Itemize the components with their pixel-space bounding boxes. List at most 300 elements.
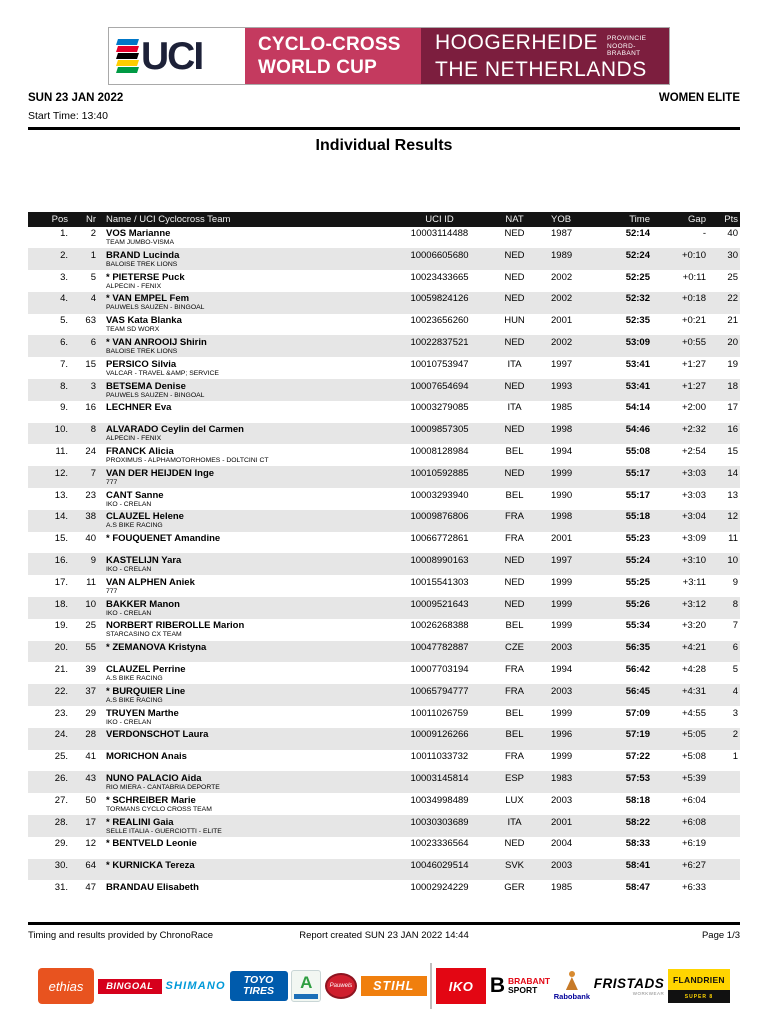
uci-id-cell: 10008128984 — [410, 445, 469, 457]
time-cell: 58:22 — [625, 816, 650, 828]
table-row — [28, 357, 740, 379]
gap-cell: +0:10 — [681, 249, 706, 261]
uci-logo — [109, 28, 245, 84]
bib-number-cell: 41 — [85, 751, 96, 763]
yob-cell: 1993 — [551, 380, 573, 392]
rider-cell — [96, 795, 392, 814]
gap-cell: +1:27 — [681, 380, 706, 392]
gap-cell: +2:00 — [681, 402, 706, 414]
position-cell: 5. — [60, 315, 68, 327]
yob-cell: 2003 — [551, 860, 573, 872]
team-name: ALPECIN - FENIX — [106, 435, 162, 443]
rider-cell — [96, 773, 392, 792]
team-name: IKO - CRELAN — [106, 500, 152, 508]
yob-cell: 1994 — [551, 663, 573, 675]
gap-cell: +6:27 — [681, 860, 706, 872]
uci-id-cell: 10009876806 — [410, 511, 469, 523]
rider-cell — [96, 686, 392, 705]
time-cell: 55:25 — [625, 576, 650, 588]
bingoal-logo: BINGOAL — [98, 979, 162, 994]
rider-cell — [96, 838, 392, 849]
points-cell: 1 — [732, 751, 738, 763]
rider-cell — [96, 620, 392, 639]
position-cell: 30. — [54, 860, 68, 872]
rider-name: NORBERT RIBEROLLE Marion — [106, 620, 245, 632]
yob-cell: 2003 — [551, 794, 573, 806]
bib-number-cell: 5 — [90, 271, 96, 283]
rider-cell — [96, 272, 392, 291]
rider-name: * VAN ANROOIJ Shirin — [106, 336, 207, 348]
uci-id-cell: 10003293940 — [410, 489, 469, 501]
points-cell: 7 — [732, 620, 738, 632]
event-banner — [108, 27, 670, 85]
yob-cell: 1999 — [551, 751, 573, 763]
yob-cell: 2003 — [551, 642, 573, 654]
nationality-cell: NED — [504, 598, 525, 610]
series-line1: CYCLO-CROSS — [258, 34, 401, 55]
position-cell: 21. — [54, 663, 68, 675]
stripe-yellow — [116, 60, 139, 66]
position-cell: 3. — [60, 271, 68, 283]
table-row — [28, 575, 740, 597]
uci-id-cell: 10046029514 — [410, 860, 469, 872]
table-row — [28, 771, 740, 793]
position-cell: 4. — [60, 293, 68, 305]
gap-cell: +0:21 — [681, 315, 706, 327]
results-rows — [28, 227, 740, 903]
gap-cell: +3:04 — [681, 511, 706, 523]
team-name: ALPECIN - FENIX — [106, 282, 162, 290]
points-cell: 5 — [732, 663, 738, 675]
time-cell: 55:17 — [625, 489, 650, 501]
timing-credit: Timing and results provided by ChronoRace — [28, 930, 213, 941]
time-cell: 55:18 — [625, 511, 650, 523]
yob-cell: 1999 — [551, 707, 573, 719]
points-cell: 16 — [727, 424, 738, 436]
table-row — [28, 837, 740, 859]
position-cell: 29. — [54, 838, 68, 850]
table-row — [28, 859, 740, 881]
rider-name: * BENTVELD Leonie — [106, 838, 197, 850]
table-row — [28, 227, 740, 249]
position-cell: 8. — [60, 380, 68, 392]
iko-logo: IKO — [436, 968, 486, 1004]
rider-cell — [96, 577, 392, 596]
table-row — [28, 466, 740, 488]
nationality-cell: FRA — [505, 751, 524, 763]
team-name: TEAM SD WORX — [106, 326, 160, 334]
nationality-cell: BEL — [505, 620, 524, 632]
gap-cell: +3:20 — [681, 620, 706, 632]
position-cell: 1. — [60, 228, 68, 239]
table-row — [28, 728, 740, 750]
points-cell: 15 — [727, 445, 738, 457]
uci-id-cell: 10023656260 — [410, 315, 469, 327]
bib-number-cell: 1 — [90, 249, 96, 261]
bib-number-cell: 6 — [90, 336, 96, 348]
bib-number-cell: 47 — [85, 881, 96, 893]
table-row — [28, 248, 740, 270]
table-row — [28, 423, 740, 445]
team-name: A.S BIKE RACING — [106, 696, 163, 704]
rider-cell — [96, 860, 392, 871]
yob-cell: 1999 — [551, 576, 573, 588]
rider-name: BRAND Lucinda — [106, 249, 180, 261]
team-name: A.S BIKE RACING — [106, 674, 163, 682]
report-created: Report created SUN 23 JAN 2022 14:44 — [299, 930, 469, 941]
table-row — [28, 292, 740, 314]
bib-number-cell: 15 — [85, 358, 96, 370]
rider-cell — [96, 555, 392, 574]
header-pts: Pts — [724, 213, 738, 225]
bib-number-cell: 37 — [85, 685, 96, 697]
uci-id-cell: 10011026759 — [410, 707, 469, 719]
team-name: IKO - CRELAN — [106, 609, 152, 617]
rider-name: BRANDAU Elisabeth — [106, 881, 199, 893]
gap-cell: +3:12 — [681, 598, 706, 610]
uci-id-cell: 10023433665 — [410, 271, 469, 283]
event-location — [421, 28, 669, 84]
time-cell: 52:25 — [625, 271, 650, 283]
nationality-cell: NED — [504, 336, 525, 348]
fristads-logo: FRISTADS WORKWEAR — [593, 976, 665, 996]
table-row — [28, 314, 740, 336]
rider-cell — [96, 250, 392, 269]
rabobank-logo: Rabobank — [554, 971, 590, 1001]
stripe-red — [116, 46, 139, 52]
points-cell: 17 — [727, 402, 738, 414]
bib-number-cell: 10 — [85, 598, 96, 610]
rider-name: BAKKER Manon — [106, 598, 180, 610]
time-cell: 54:14 — [625, 402, 650, 414]
uci-id-cell: 10047782887 — [410, 642, 469, 654]
table-row — [28, 750, 740, 772]
uci-id-cell: 10008990163 — [410, 554, 469, 566]
time-cell: 53:41 — [625, 358, 650, 370]
yob-cell: 2002 — [551, 336, 573, 348]
sponsor-strip — [38, 960, 730, 1012]
yob-cell: 1983 — [551, 772, 573, 784]
rider-name: * REALINI Gaia — [106, 816, 174, 828]
bib-number-cell: 16 — [85, 402, 96, 414]
yob-cell: 2003 — [551, 685, 573, 697]
time-cell: 55:23 — [625, 533, 650, 545]
team-name: TORMANS CYCLO CROSS TEAM — [106, 805, 212, 813]
rider-cell — [96, 882, 392, 893]
shimano-logo: SHIMANO — [165, 980, 226, 992]
rider-name: TRUYEN Marthe — [106, 707, 179, 719]
nationality-cell: NED — [504, 576, 525, 588]
rider-cell — [96, 533, 392, 544]
position-cell: 17. — [54, 576, 68, 588]
time-cell: 55:34 — [625, 620, 650, 632]
nationality-cell: ITA — [507, 358, 522, 370]
rider-name: * ZEMANOVA Kristyna — [106, 642, 207, 654]
nationality-cell: NED — [504, 293, 525, 305]
position-cell: 15. — [54, 533, 68, 545]
header-uci-id: UCI ID — [425, 213, 454, 225]
rider-cell — [96, 424, 392, 443]
gap-cell: +3:11 — [682, 576, 706, 588]
yob-cell: 1998 — [551, 511, 573, 523]
nationality-cell: ESP — [504, 772, 524, 784]
bib-number-cell: 11 — [86, 576, 96, 588]
rider-cell — [96, 642, 392, 653]
rider-name: NUNO PALACIO Aida — [106, 772, 202, 784]
bib-number-cell: 38 — [85, 511, 96, 523]
position-cell: 27. — [54, 794, 68, 806]
sponsor-separator — [430, 963, 432, 1009]
nationality-cell: NED — [504, 467, 525, 479]
points-cell: 6 — [732, 642, 738, 654]
stripe-blue — [116, 39, 139, 45]
position-cell: 22. — [54, 685, 68, 697]
time-cell: 52:35 — [625, 315, 650, 327]
table-row — [28, 641, 740, 663]
gap-cell: - — [702, 228, 706, 239]
stripe-green — [116, 67, 139, 73]
series-title — [245, 28, 421, 84]
nationality-cell: FRA — [505, 685, 524, 697]
team-name: STARCASINO CX TEAM — [106, 631, 182, 639]
nationality-cell: ITA — [507, 816, 522, 828]
nationality-cell: LUX — [505, 794, 524, 806]
rider-name: BETSEMA Denise — [106, 380, 186, 392]
rider-name: * SCHREIBER Marie — [106, 794, 196, 806]
rider-cell — [96, 708, 392, 727]
gap-cell: +3:03 — [681, 467, 706, 479]
points-cell: 22 — [727, 293, 738, 305]
table-row — [28, 880, 740, 902]
stripe-black — [116, 53, 139, 59]
time-cell: 52:24 — [625, 249, 650, 261]
points-cell: 18 — [727, 380, 738, 392]
rider-cell — [96, 402, 392, 413]
table-row — [28, 401, 740, 423]
table-header-row — [28, 212, 740, 227]
yob-cell: 2001 — [551, 315, 573, 327]
time-cell: 58:47 — [625, 881, 650, 893]
points-cell: 12 — [727, 511, 738, 523]
gap-cell: +4:31 — [681, 685, 706, 697]
nationality-cell: SVK — [504, 860, 524, 872]
team-name: IKO - CRELAN — [106, 565, 152, 573]
nationality-cell: BEL — [505, 729, 524, 741]
nationality-cell: BEL — [505, 489, 524, 501]
position-cell: 9. — [60, 402, 68, 414]
time-cell: 54:46 — [625, 424, 650, 436]
rider-cell — [96, 359, 392, 378]
uci-id-cell: 10022837521 — [410, 336, 469, 348]
table-row — [28, 684, 740, 706]
page-title: Individual Results — [315, 137, 453, 154]
uci-id-cell: 10034998489 — [410, 794, 469, 806]
nationality-cell: ITA — [507, 402, 522, 414]
time-cell: 53:09 — [625, 336, 650, 348]
time-cell: 56:45 — [625, 685, 650, 697]
yob-cell: 2001 — [551, 533, 573, 545]
team-name: SELLE ITALIA - GUERCIOTTI - ELITE — [106, 827, 222, 835]
points-cell: 3 — [732, 707, 738, 719]
table-row — [28, 510, 740, 532]
nationality-cell: FRA — [505, 533, 524, 545]
gap-cell: +6:08 — [681, 816, 706, 828]
table-row — [28, 706, 740, 728]
gap-cell: +0:11 — [682, 271, 706, 283]
time-cell: 53:41 — [625, 380, 650, 392]
rider-cell — [96, 599, 392, 618]
footer-divider — [28, 922, 740, 925]
nationality-cell: GER — [504, 881, 525, 893]
bib-number-cell: 9 — [90, 554, 96, 566]
rider-cell — [96, 337, 392, 356]
uci-id-cell: 10065794777 — [410, 685, 469, 697]
position-cell: 31. — [54, 881, 68, 893]
uci-id-cell: 10007654694 — [410, 380, 469, 392]
uci-id-cell: 10006605680 — [410, 249, 469, 261]
series-line2: WORLD CUP — [258, 57, 377, 78]
uci-id-cell: 10026268388 — [410, 620, 469, 632]
position-cell: 12. — [54, 467, 68, 479]
uci-id-cell: 10003279085 — [410, 402, 469, 414]
bib-number-cell: 55 — [85, 642, 96, 654]
gap-cell: +6:19 — [681, 838, 706, 850]
time-cell: 52:14 — [625, 228, 650, 239]
time-cell: 56:35 — [625, 642, 650, 654]
nationality-cell: NED — [504, 838, 525, 850]
nationality-cell: FRA — [505, 663, 524, 675]
table-row — [28, 532, 740, 554]
gap-cell: +6:04 — [681, 794, 706, 806]
rider-cell — [96, 315, 392, 334]
uci-id-cell: 10015541303 — [410, 576, 469, 588]
time-cell: 56:42 — [625, 663, 650, 675]
uci-id-cell: 10066772861 — [410, 533, 469, 545]
bib-number-cell: 29 — [85, 707, 96, 719]
team-name: 777 — [106, 478, 118, 486]
position-cell: 18. — [54, 598, 68, 610]
rider-cell — [96, 664, 392, 683]
pauwels-logo: Pauwels — [325, 973, 357, 999]
rider-name: LECHNER Eva — [106, 402, 172, 414]
header-yob: YOB — [551, 213, 572, 225]
rider-name: KASTELIJN Yara — [106, 554, 182, 566]
rider-cell — [96, 511, 392, 530]
yob-cell: 2002 — [551, 293, 573, 305]
location-country: THE NETHERLANDS — [435, 57, 647, 81]
rider-name: VAN DER HEIJDEN Inge — [106, 467, 215, 479]
gap-cell: +5:08 — [681, 751, 706, 763]
bib-number-cell: 8 — [90, 424, 96, 436]
points-cell: 14 — [727, 467, 738, 479]
team-name: BALOISE TREK LIONS — [106, 260, 178, 268]
points-cell: 8 — [732, 598, 738, 610]
uci-id-cell: 10003114488 — [410, 228, 469, 239]
stihl-logo: STIHL — [361, 976, 427, 996]
points-cell: 10 — [727, 554, 738, 566]
nationality-cell: BEL — [505, 707, 524, 719]
yob-cell: 1985 — [551, 402, 573, 414]
gap-cell: +5:39 — [681, 772, 706, 784]
time-cell: 55:26 — [625, 598, 650, 610]
position-cell: 10. — [54, 424, 68, 436]
bib-number-cell: 25 — [85, 620, 96, 632]
rider-cell — [96, 468, 392, 487]
points-cell: 20 — [727, 336, 738, 348]
rider-name: * PIETERSE Puck — [106, 271, 185, 283]
yob-cell: 2004 — [551, 838, 573, 850]
uci-id-cell: 10023336564 — [410, 838, 469, 850]
rider-cell — [96, 817, 392, 836]
table-row — [28, 444, 740, 466]
table-row — [28, 553, 740, 575]
position-cell: 26. — [54, 772, 68, 784]
yob-cell: 1997 — [551, 358, 573, 370]
table-row — [28, 379, 740, 401]
team-name: BALOISE TREK LIONS — [106, 347, 178, 355]
header-name: Name / UCI Cyclocross Team — [106, 213, 231, 225]
a-shield-logo: A — [291, 970, 321, 1002]
nationality-cell: FRA — [505, 511, 524, 523]
position-cell: 6. — [60, 336, 68, 348]
bib-number-cell: 4 — [90, 293, 96, 305]
nationality-cell: NED — [504, 424, 525, 436]
nationality-cell: HUN — [504, 315, 525, 327]
points-cell: 13 — [727, 489, 738, 501]
yob-cell: 1999 — [551, 598, 573, 610]
province-label: PROVINCIE NOORD-BRABANT — [607, 35, 647, 58]
bib-number-cell: 3 — [90, 380, 96, 392]
position-cell: 23. — [54, 707, 68, 719]
rider-name: VAS Kata Blanka — [106, 315, 182, 327]
gap-cell: +1:27 — [681, 358, 706, 370]
rider-name: CLAUZEL Helene — [106, 511, 184, 523]
gap-cell: +0:18 — [681, 293, 706, 305]
gap-cell: +4:28 — [681, 663, 706, 675]
position-cell: 24. — [54, 729, 68, 741]
team-name: TEAM JUMBO-VISMA — [106, 239, 174, 246]
yob-cell: 1999 — [551, 467, 573, 479]
uci-id-cell: 10002924229 — [410, 881, 469, 893]
team-name: 777 — [106, 587, 118, 595]
position-cell: 19. — [54, 620, 68, 632]
bib-number-cell: 43 — [85, 772, 96, 784]
table-row — [28, 270, 740, 292]
rider-name: MORICHON Anais — [106, 751, 187, 763]
time-cell: 55:17 — [625, 467, 650, 479]
time-cell: 57:53 — [625, 772, 650, 784]
rider-name: CANT Sanne — [106, 489, 164, 501]
position-cell: 28. — [54, 816, 68, 828]
rider-cell — [96, 228, 392, 247]
uci-id-cell: 10010592885 — [410, 467, 469, 479]
gap-cell: +3:10 — [681, 554, 706, 566]
team-name: A.S BIKE RACING — [106, 522, 163, 530]
header-divider — [28, 127, 740, 130]
uci-id-cell: 10011033732 — [410, 751, 469, 763]
nationality-cell: NED — [504, 554, 525, 566]
points-cell: 30 — [727, 249, 738, 261]
gap-cell: +5:05 — [681, 729, 706, 741]
rider-name: CLAUZEL Perrine — [106, 663, 186, 675]
points-cell: 4 — [732, 685, 738, 697]
bib-number-cell: 17 — [85, 816, 96, 828]
nationality-cell: NED — [504, 249, 525, 261]
time-cell: 52:32 — [625, 293, 650, 305]
bib-number-cell: 2 — [90, 228, 96, 239]
race-category: WOMEN ELITE — [658, 92, 740, 104]
bib-number-cell: 24 — [85, 445, 96, 457]
